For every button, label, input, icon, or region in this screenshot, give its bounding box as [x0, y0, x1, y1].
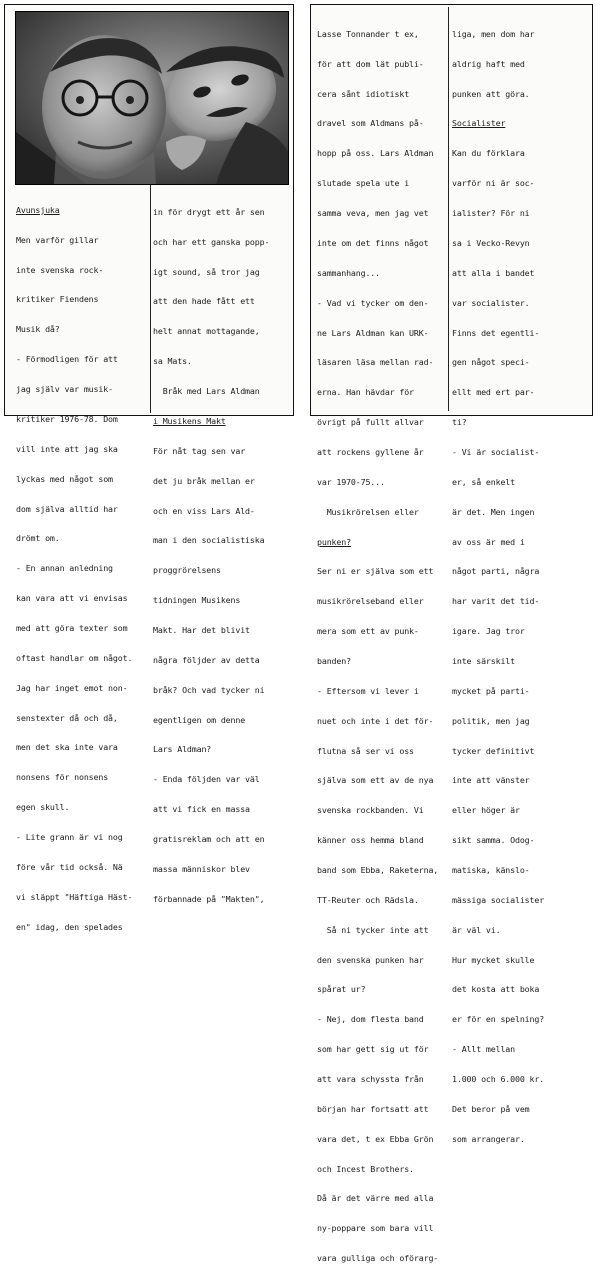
text-line: banden?: [317, 655, 351, 666]
text-line: dom själva alltid har: [16, 503, 118, 514]
text-line: före vår tid också. Nä: [16, 861, 123, 872]
text-line: Musikrörelsen eller: [317, 506, 419, 517]
text-line: igare. Jag tror: [452, 626, 525, 637]
text-line: ialister? För ni: [452, 208, 530, 219]
text-line: Kan du förklara: [452, 148, 525, 159]
text-line: kritiker Fiendens: [16, 294, 99, 305]
text-line: att alla i bandet: [452, 267, 535, 278]
text-line: Finns det egentli-: [452, 327, 540, 338]
text-line: senstexter då och då,: [16, 712, 118, 723]
text-line: ne Lars Aldman kan URK-: [317, 327, 429, 338]
text-line: man i den socialistiska: [153, 535, 265, 546]
text-line: ti?: [452, 417, 467, 428]
text-line: drömt om.: [16, 533, 60, 544]
text-line: Jag har inget emot non-: [16, 682, 128, 693]
text-line: Musik då?: [16, 324, 60, 335]
text-line: är väl vi.: [452, 924, 501, 935]
text-line: känner oss hemma bland: [317, 835, 424, 846]
heading-socialister: Socialister: [452, 118, 506, 129]
band-photo: [15, 11, 289, 185]
text-line: gratisreklam och att en: [153, 833, 265, 844]
text-line: politik, men jag: [452, 715, 530, 726]
text-line: massa människor blev: [153, 863, 250, 874]
text-line: vara gulliga och oförarg-: [317, 1253, 439, 1264]
text-line: har varit det tid-: [452, 596, 540, 607]
text-line: - Eftersom vi lever i: [317, 685, 419, 696]
text-line: erna. Han hävdar för: [317, 387, 414, 398]
text-line: band som Ebba, Raketerna,: [317, 864, 439, 875]
text-line: vill inte att jag ska: [16, 443, 118, 454]
text-line: inte att vänster: [452, 775, 530, 786]
text-line: mässiga socialister: [452, 894, 545, 905]
text-line: som har gett sig ut för: [317, 1044, 429, 1055]
text-line: in för drygt ett år sen: [153, 206, 265, 217]
left-col1: [16, 186, 132, 952]
text-line: början har fortsatt att: [317, 1103, 429, 1114]
text-line: slutade spela ute i: [317, 178, 410, 189]
text-line: inte särskilt: [452, 655, 515, 666]
text-line: samma veva, men jag vet: [317, 208, 429, 219]
text-line: Det beror på vem: [452, 1103, 530, 1114]
left-col2: [153, 188, 269, 925]
heading-avunsjuka: Avunsjuka: [16, 204, 60, 215]
text-line: - Allt mellan: [452, 1044, 515, 1055]
text-line: - En annan anledning: [16, 563, 113, 574]
text-line: egentligen om denne: [153, 714, 246, 725]
text-line: sa Mats.: [153, 356, 192, 367]
text-line: eller höger är: [452, 805, 520, 816]
left-page: [4, 4, 294, 932]
text-line: vi släppt "Häftiga Häst-: [16, 891, 133, 902]
text-line: att rockens gyllene år: [317, 446, 424, 457]
text-line: - Vi är socialist-: [452, 446, 540, 457]
text-line: och en viss Lars Ald-: [153, 505, 255, 516]
text-line: proggrörelsens: [153, 565, 221, 576]
text-line: Då är det värre med alla: [317, 1193, 434, 1204]
text-line: 1.000 och 6.000 kr.: [452, 1073, 545, 1084]
text-line: - Enda följden var väl: [153, 774, 260, 785]
text-line: tycker definitivt: [452, 745, 535, 756]
text-line: att vara schyssta från: [317, 1073, 424, 1084]
heading-punken: punken?: [317, 536, 351, 547]
text-line: att vi fick en massa: [153, 804, 250, 815]
text-line: att den hade fått ett: [153, 296, 255, 307]
text-line: cera sånt idiotiskt: [317, 88, 410, 99]
text-line: var 1970-75...: [317, 476, 385, 487]
text-line: men det ska inte vara: [16, 742, 118, 753]
text-line: spårat ur?: [317, 984, 366, 995]
text-line: egen skull.: [16, 802, 70, 813]
text-line: sikt samma. Odog-: [452, 835, 535, 846]
text-line: svenska rockbanden. Vi: [317, 805, 424, 816]
text-line: oftast handlar om något.: [16, 652, 133, 663]
text-line: det ju bråk mellan er: [153, 475, 255, 486]
text-line: en" idag, den spelades: [16, 921, 123, 932]
text-line: Lars Aldman?: [153, 744, 212, 755]
text-line: aldrig haft med: [452, 58, 525, 69]
text-line: TT-Reuter och Rädsla.: [317, 894, 419, 905]
text-line: nonsens för nonsens: [16, 772, 109, 783]
text-line: ny-poppare som bara vill: [317, 1223, 434, 1234]
text-line: Ser ni er själva som ett: [317, 566, 434, 577]
text-line: som arrangerar.: [452, 1133, 525, 1144]
right-col2: [452, 10, 544, 1165]
text-line: hopp på oss. Lars Aldman: [317, 148, 434, 159]
column-divider: [150, 185, 151, 413]
text-line: liga, men dom har: [452, 28, 535, 39]
text-line: - Vad vi tycker om den-: [317, 297, 429, 308]
text-line: sammanhang...: [317, 267, 380, 278]
text-line: var socialister.: [452, 297, 530, 308]
text-line: inte om det finns något: [317, 237, 429, 248]
column-divider: [448, 7, 449, 411]
text-line: förbannade på "Makten",: [153, 893, 265, 904]
text-line: För nåt tag sen var: [153, 445, 246, 456]
text-line: är det. Men ingen: [452, 506, 535, 517]
text-line: inte svenska rock-: [16, 264, 104, 275]
text-line: Lasse Tonnander t ex,: [317, 28, 419, 39]
text-line: Så ni tycker inte att: [317, 924, 429, 935]
text-line: er, så enkelt: [452, 476, 515, 487]
text-line: kritiker 1976-78. Dom: [16, 413, 118, 424]
text-line: av oss är med i: [452, 536, 525, 547]
text-line: tidningen Musikens: [153, 595, 241, 606]
text-line: matiska, känslo-: [452, 864, 530, 875]
right-col1: [317, 10, 438, 1284]
text-line: lyckas med något som: [16, 473, 113, 484]
text-line: - Lite grann är vi nog: [16, 831, 123, 842]
text-line: bråk? Och vad tycker ni: [153, 684, 265, 695]
text-line: mycket på parti-: [452, 685, 530, 696]
text-line: Makt. Har det blivit: [153, 624, 250, 635]
text-line: övrigt på fullt allvar: [317, 417, 424, 428]
text-line: er för en spelning?: [452, 1014, 545, 1025]
text-line: sa i Vecko-Revyn: [452, 237, 530, 248]
text-line: läsaren läsa mellan rad-: [317, 357, 434, 368]
text-line: något parti, några: [452, 566, 540, 577]
text-line: punken att göra.: [452, 88, 530, 99]
text-line: - Nej, dom flesta band: [317, 1014, 424, 1025]
text-line: vara det, t ex Ebba Grön: [317, 1133, 434, 1144]
band-photo-image: [16, 12, 288, 184]
text-line: igt sound, så tror jag: [153, 266, 260, 277]
text-line: gen något speci-: [452, 357, 530, 368]
text-line: det kosta att boka: [452, 984, 540, 995]
text-line: jag själv var musik-: [16, 384, 113, 395]
text-line: för att dom lät publi-: [317, 58, 424, 69]
text-line: nuet och inte i det för-: [317, 715, 434, 726]
text-line: ellt med ert par-: [452, 387, 535, 398]
text-line: helt annat mottagande,: [153, 326, 260, 337]
right-page: [310, 4, 593, 1264]
text-line: - Förmodligen för att: [16, 354, 118, 365]
text-line: kan vara att vi envisas: [16, 593, 128, 604]
text-line: några följder av detta: [153, 654, 260, 665]
heading-musikens-makt: i Musikens Makt: [153, 415, 226, 426]
text-line: Bråk med Lars Aldman: [153, 386, 260, 397]
text-line: musikrörelseband eller: [317, 596, 424, 607]
text-line: mera som ett av punk-: [317, 626, 419, 637]
text-line: Men varför gillar: [16, 234, 99, 245]
text-line: Hur mycket skulle: [452, 954, 535, 965]
text-line: med att göra texter som: [16, 622, 128, 633]
text-line: och har ett ganska popp-: [153, 236, 270, 247]
text-line: dravel som Aldmans på-: [317, 118, 424, 129]
text-line: flutna så ser vi oss: [317, 745, 414, 756]
text-line: och Incest Brothers.: [317, 1163, 414, 1174]
text-line: varför ni är soc-: [452, 178, 535, 189]
text-line: själva som ett av de nya: [317, 775, 434, 786]
text-line: den svenska punken har: [317, 954, 424, 965]
